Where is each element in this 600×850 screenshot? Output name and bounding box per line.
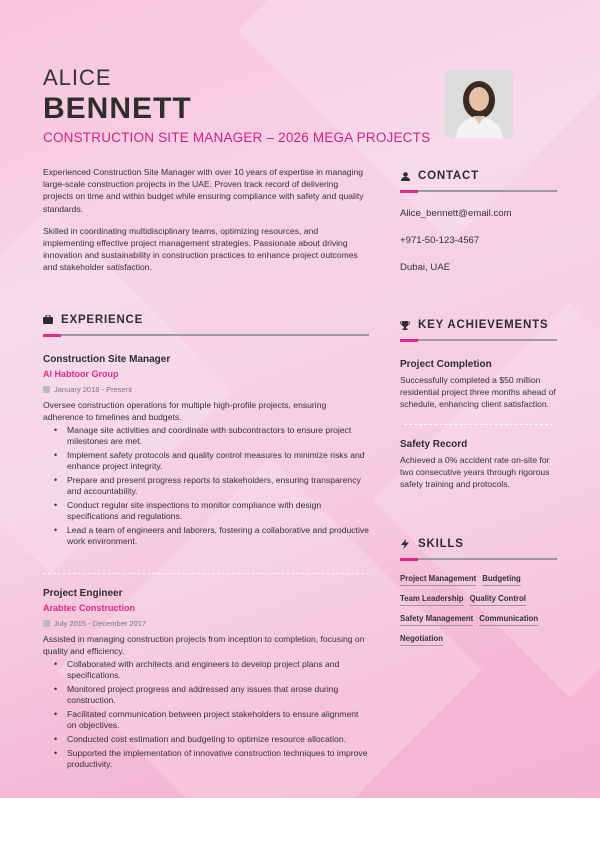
briefcase-icon — [43, 315, 53, 325]
achievement-text: Achieved a 0% accident rate on-site for two consecutive years through rigorous safety training and protocols. — [400, 455, 550, 489]
skill-tag: Communication — [479, 614, 538, 626]
job-dates — [43, 619, 369, 628]
skills-list — [400, 574, 557, 646]
job-title: CONSTRUCTION SITE MANAGER – 2026 MEGA PROJECTS — [43, 130, 431, 145]
job-entry — [43, 354, 369, 547]
trophy-icon — [400, 320, 410, 330]
first-name: ALICE — [43, 65, 112, 90]
skill-tag: Negotiation — [400, 634, 443, 646]
contact-heading — [400, 170, 557, 182]
skill-tag: Safety Management — [400, 614, 473, 626]
skill-tag: Project Management — [400, 574, 476, 586]
bolt-icon — [400, 539, 410, 549]
contact-phone[interactable]: +971-50-123-4567 — [400, 235, 480, 246]
summary-paragraph: Skilled in coordinating multidisciplinary teams, optimizing resources, and implementing effective project management strategies. Passionate about driving innovation and sustainability in construction practices to enhance project outcomes and stakeholder satisfaction. — [43, 225, 358, 273]
job-separator — [43, 573, 369, 574]
job-entry — [43, 588, 369, 770]
job-description: Assisted in managing construction projects from inception to completion, focusing on quality and efficiency. — [43, 633, 365, 656]
job-bullets — [43, 659, 369, 770]
achievement-text: Successfully completed a $50 million residential project three months ahead of schedule, enhancing client satisfaction. — [400, 375, 556, 409]
section-divider — [400, 558, 557, 560]
achievement-item — [400, 439, 557, 490]
list-item: • Conduct regular site inspections to monitor compliance with design specifications and regulations. — [43, 500, 369, 522]
right-column — [400, 170, 557, 646]
achievement-item — [400, 359, 557, 410]
resume-header — [43, 66, 443, 145]
contact-label: CONTACT — [418, 170, 479, 182]
achievements-heading — [400, 319, 557, 331]
section-divider — [43, 334, 369, 336]
achievement-title: Project Completion — [400, 359, 492, 370]
job-role: Construction Site Manager — [43, 353, 171, 365]
calendar-icon — [43, 620, 50, 627]
summary-paragraph: Experienced Construction Site Manager with over 10 years of expertise in managing large-scale construction projects in the UAE. Proven track record of delivering projects on time and within budget while ensuring compliance with safety and quality standards. — [43, 167, 364, 214]
profile-photo — [445, 70, 513, 138]
skill-tag: Budgeting — [482, 574, 521, 586]
job-company: Al Habtoor Group — [43, 368, 119, 379]
list-item: • Collaborated with architects and engineers to develop project plans and specifications. — [43, 659, 369, 681]
experience-heading — [43, 314, 369, 326]
list-item: • Manage site activities and coordinate with subcontractors to ensure project milestones are met. — [43, 425, 369, 447]
job-description: Oversee construction operations for multiple high-profile projects, ensuring adherence to timelines and budgets. — [43, 399, 327, 422]
job-dates-text: July 2015 - December 2017 — [54, 618, 147, 628]
achievements-label: KEY ACHIEVEMENTS — [418, 319, 549, 331]
list-item: • Conducted cost estimation and budgeting to optimize resource allocation. — [43, 734, 369, 745]
user-icon — [400, 171, 410, 181]
job-dates — [43, 385, 369, 394]
list-item: • Supported the implementation of innovative construction techniques to improve productivity. — [43, 748, 369, 770]
skill-tag: Team Leadership — [400, 594, 464, 606]
skills-label: SKILLS — [418, 538, 464, 550]
list-item: • Facilitated communication between project stakeholders to ensure alignment on objectives. — [43, 709, 369, 731]
list-item: • Lead a team of engineers and laborers, fostering a collaborative and productive work environment. — [43, 525, 369, 547]
section-divider — [400, 339, 557, 341]
calendar-icon — [43, 386, 50, 393]
achievement-title: Safety Record — [400, 439, 468, 450]
job-role: Project Engineer — [43, 587, 123, 599]
list-item: • Prepare and present progress reports to stakeholders, ensuring transparency and accountability. — [43, 475, 369, 497]
contact-email[interactable]: Alice_bennett@email.com — [400, 208, 512, 219]
experience-label: EXPERIENCE — [61, 313, 144, 326]
section-divider — [400, 190, 557, 192]
job-bullets — [43, 425, 369, 547]
contact-location: Dubai, UAE — [400, 262, 451, 273]
achievement-separator — [404, 424, 553, 425]
job-company: Arabtec Construction — [43, 602, 136, 613]
skill-tag: Quality Control — [470, 594, 526, 606]
skills-heading — [400, 538, 557, 550]
list-item: • Implement safety protocols and quality control measures to minimize risks and enhance project integrity. — [43, 450, 369, 472]
left-column — [43, 166, 369, 773]
job-dates-text: January 2018 - Present — [54, 384, 132, 394]
last-name: BENNETT — [43, 92, 192, 125]
list-item: • Monitored project progress and addressed any issues that arose during construction. — [43, 684, 369, 706]
